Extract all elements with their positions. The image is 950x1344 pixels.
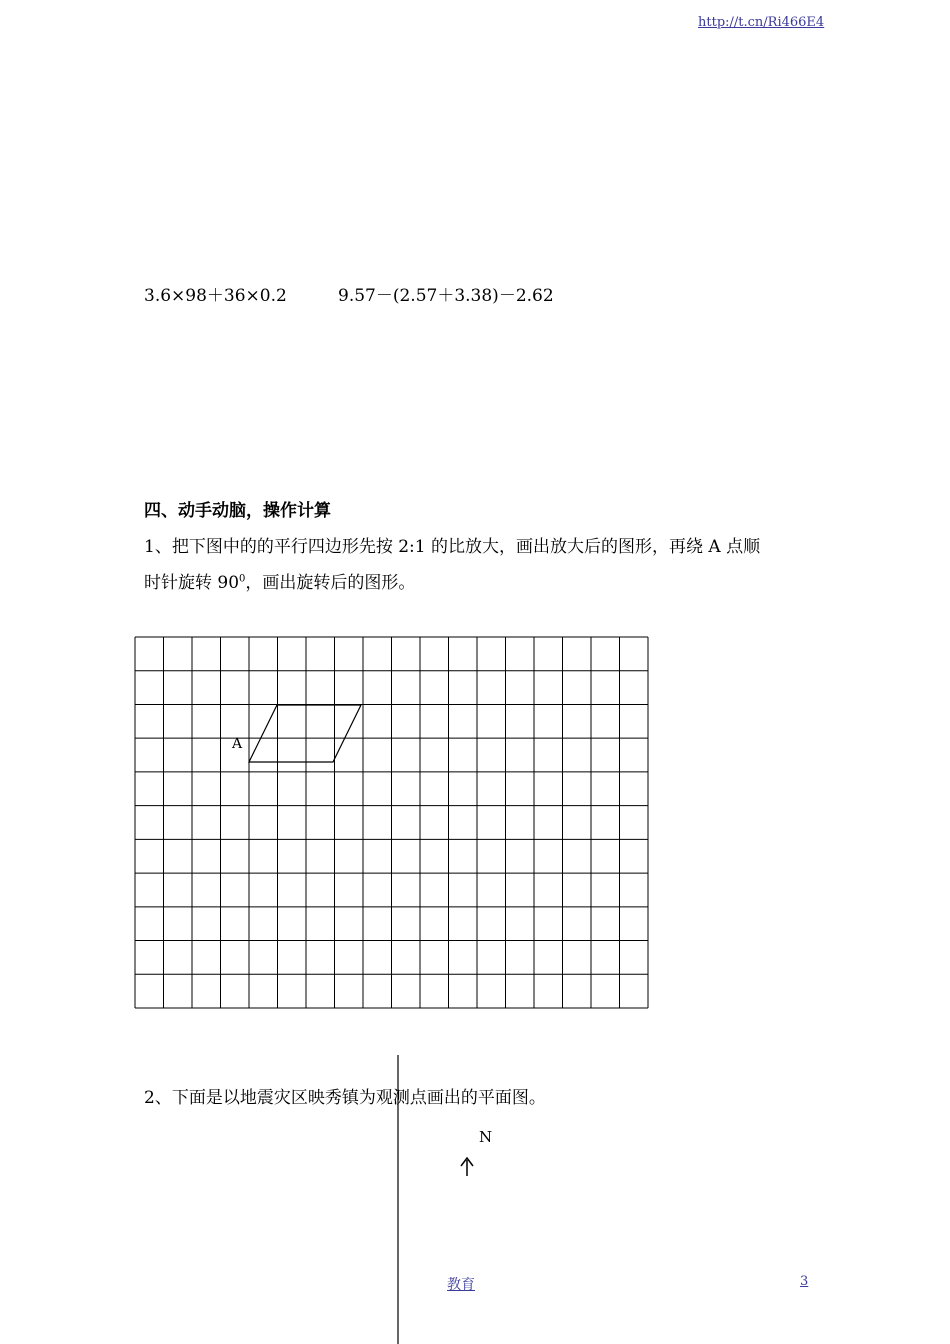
compass-north-label: N xyxy=(479,1128,493,1146)
header-link[interactable]: http://t.cn/Ri466E4 xyxy=(698,15,825,30)
expression-1: 3.6×98＋36×0.2 xyxy=(144,286,287,306)
question-1-line-1: 1、把下图中的的平行四边形先按 2:1 的比放大，画出放大后的图形，再绕 A 点顺 xyxy=(144,537,761,557)
expression-2: 9.57－(2.57＋3.38)－2.62 xyxy=(338,286,554,306)
square-grid xyxy=(135,637,648,1008)
page-number: 3 xyxy=(800,1274,809,1289)
section-title: 四、动手动脑，操作计算 xyxy=(144,501,331,521)
question-1-text-post: ，画出旋转后的图形。 xyxy=(245,573,416,593)
parallelogram-shape xyxy=(249,705,361,762)
footer-link[interactable]: 教育 xyxy=(447,1277,475,1293)
question-1-text-pre: 时针旋转 90 xyxy=(144,573,240,593)
north-arrow-icon xyxy=(461,1158,473,1176)
point-a-label: A xyxy=(232,736,243,752)
degree-superscript: 0 xyxy=(239,573,246,585)
question-2-text: 2、下面是以地震灾区映秀镇为观测点画出的平面图。 xyxy=(144,1088,546,1108)
